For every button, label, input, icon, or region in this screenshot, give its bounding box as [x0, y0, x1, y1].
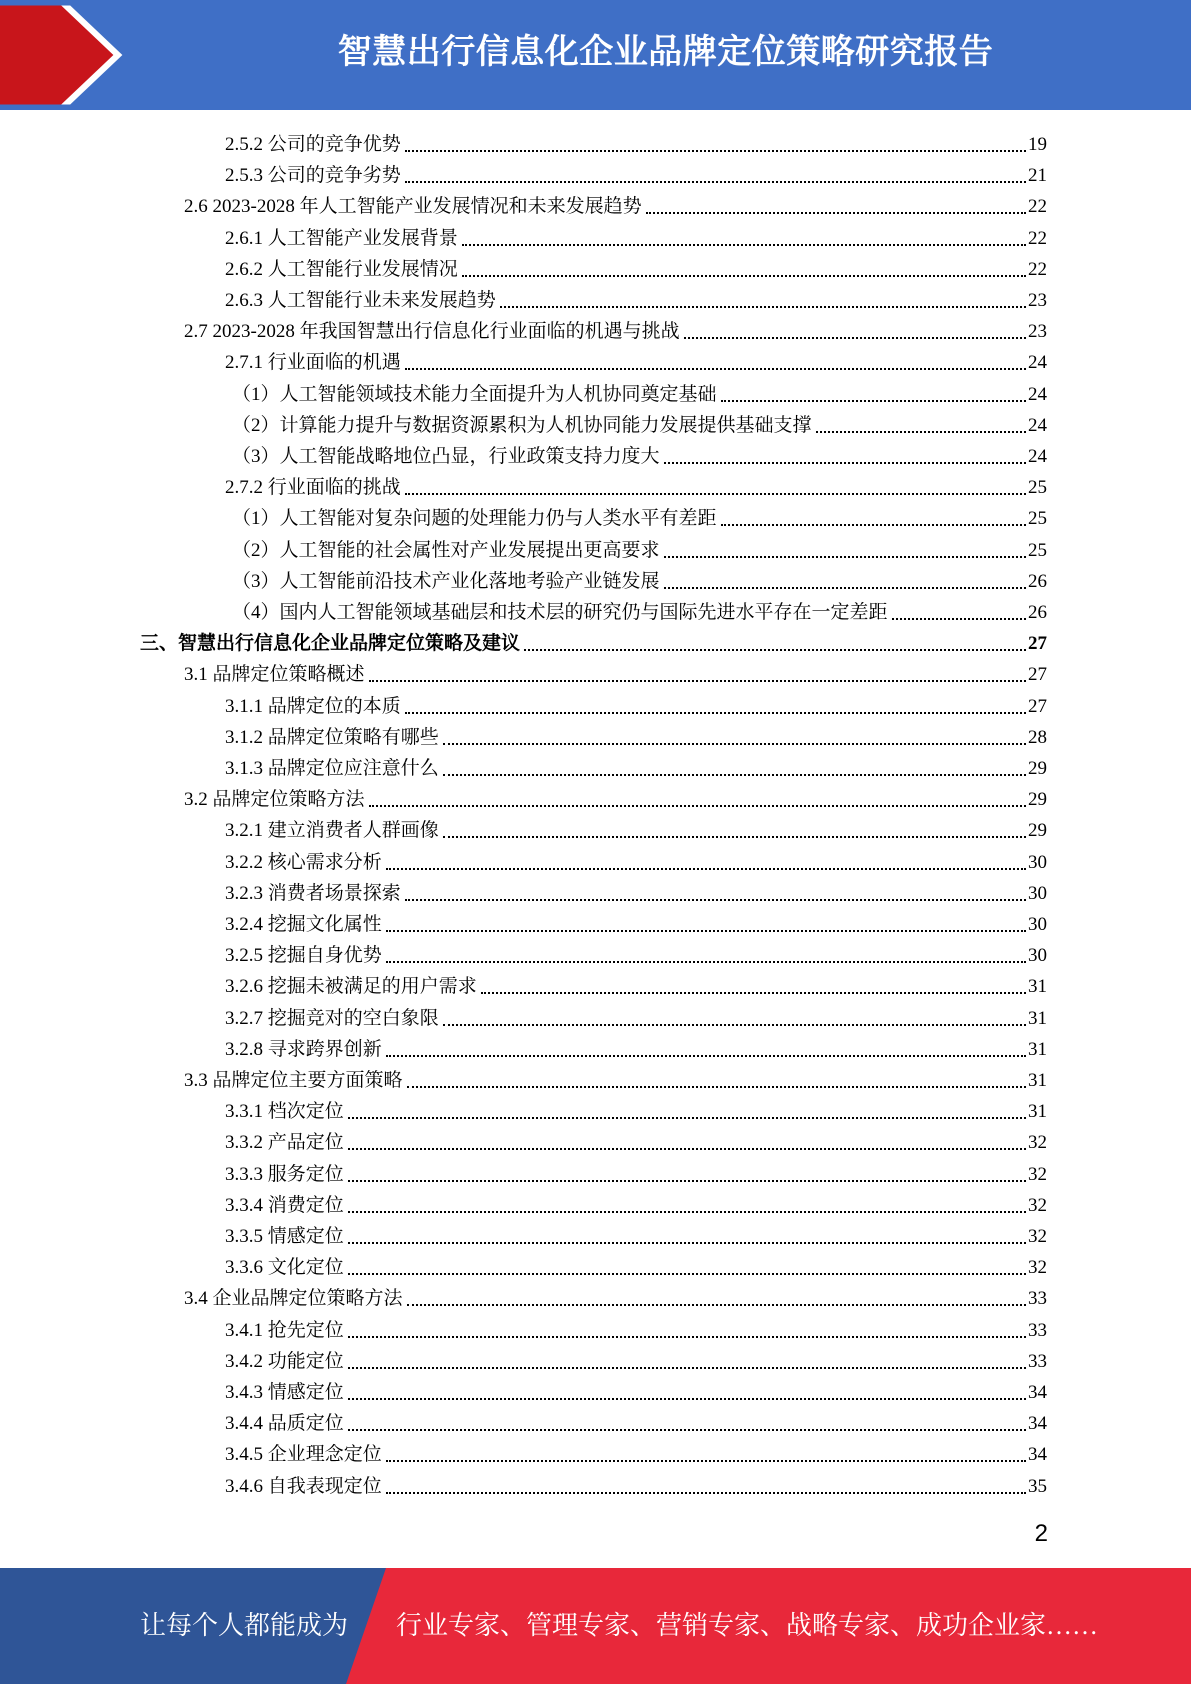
- toc-dot-leader: [443, 836, 1026, 838]
- toc-entry-page: 32: [1028, 1163, 1047, 1185]
- toc-entry-label: 2.6.3 人工智能行业未来发展趋势: [225, 290, 496, 311]
- toc-entry[interactable]: [225, 344, 1047, 375]
- toc-entry[interactable]: [184, 188, 1047, 219]
- toc-entry-page: 25: [1028, 539, 1047, 561]
- toc-entry[interactable]: [225, 968, 1047, 999]
- toc-dot-leader: [407, 1086, 1026, 1088]
- toc-entry-label: （4）国内人工智能领域基础层和技术层的研究仍与国际先进水平存在一定差距: [232, 602, 888, 623]
- toc-entry-label: 3.1.2 品牌定位策略有哪些: [225, 726, 439, 748]
- toc-entry-page: 23: [1028, 290, 1047, 311]
- toc-dot-leader: [664, 587, 1026, 589]
- toc-entry[interactable]: [225, 1093, 1047, 1124]
- toc-entry-page: 30: [1028, 914, 1047, 935]
- toc-entry-label: 3.3.2 产品定位: [225, 1132, 344, 1154]
- toc-entry-label: 2.7.2 行业面临的挑战: [225, 477, 401, 499]
- toc-entry-label: （3）人工智能战略地位凸显，行业政策支持力度大: [232, 446, 660, 467]
- toc-entry[interactable]: [225, 282, 1047, 313]
- toc-entry-page: 26: [1028, 602, 1047, 623]
- toc-entry-label: （1）人工智能对复杂问题的处理能力仍与人类水平有差距: [232, 508, 717, 530]
- toc-entry-page: 32: [1028, 1257, 1047, 1279]
- toc-dot-leader: [348, 1429, 1026, 1431]
- toc-entry-page: 32: [1028, 1226, 1047, 1247]
- toc-entry-label: 3.4.2 功能定位: [225, 1350, 344, 1372]
- toc-entry-label: 2.6.2 人工智能行业发展情况: [225, 258, 458, 280]
- toc-dot-leader: [348, 1211, 1026, 1213]
- toc-entry[interactable]: [225, 719, 1047, 750]
- toc-dot-leader: [386, 961, 1026, 963]
- toc-entry-page: 24: [1028, 352, 1047, 374]
- toc-entry[interactable]: [225, 157, 1047, 188]
- toc-entry-page: 22: [1028, 196, 1047, 218]
- toc-entry[interactable]: [232, 594, 1047, 625]
- toc-dot-leader: [348, 1398, 1026, 1400]
- toc-entry-label: 3.2.4 挖掘文化属性: [225, 914, 382, 935]
- toc-dot-leader: [405, 181, 1026, 183]
- toc-entry-page: 22: [1028, 227, 1047, 249]
- toc-entry-page: 28: [1028, 726, 1047, 748]
- toc-entry-page: 31: [1028, 1101, 1047, 1123]
- toc-entry[interactable]: [232, 376, 1047, 407]
- toc-entry-page: 33: [1028, 1350, 1047, 1372]
- toc-entry-label: 3.3.3 服务定位: [225, 1163, 344, 1185]
- toc-entry-label: 3.2.2 核心需求分析: [225, 851, 382, 873]
- toc-dot-leader: [386, 1055, 1026, 1057]
- toc-entry[interactable]: [225, 126, 1047, 157]
- toc-entry[interactable]: [232, 438, 1047, 469]
- toc-entry-page: 31: [1028, 1038, 1047, 1060]
- toc-entry-label: 3.2 品牌定位策略方法: [184, 789, 365, 811]
- toc-entry[interactable]: [225, 875, 1047, 906]
- toc-dot-leader: [500, 306, 1026, 308]
- toc-entry[interactable]: [225, 1312, 1047, 1343]
- toc-dot-leader: [462, 275, 1026, 277]
- toc-entry-label: 3.3 品牌定位主要方面策略: [184, 1070, 403, 1091]
- toc-entry-page: 33: [1028, 1288, 1047, 1310]
- toc-entry-page: 34: [1028, 1382, 1047, 1403]
- toc-entry-page: 30: [1028, 945, 1047, 967]
- toc-entry-page: 25: [1028, 477, 1047, 499]
- toc-entry-label: 3.2.1 建立消费者人群画像: [225, 820, 439, 842]
- toc-entry-label: 2.7 2023-2028 年我国智慧出行信息化行业面临的机遇与挑战: [184, 321, 680, 343]
- toc-entry[interactable]: [232, 500, 1047, 531]
- toc-entry[interactable]: [232, 532, 1047, 563]
- toc-entry[interactable]: [225, 251, 1047, 282]
- toc-entry[interactable]: [225, 906, 1047, 937]
- toc-entry-label: 3.2.7 挖掘竞对的空白象限: [225, 1007, 439, 1029]
- toc-dot-leader: [369, 805, 1026, 807]
- toc-entry-label: 3.4.3 情感定位: [225, 1382, 344, 1403]
- toc-dot-leader: [348, 1367, 1026, 1369]
- toc-entry-page: 22: [1028, 258, 1047, 280]
- toc-entry-label: 3.2.6 挖掘未被满足的用户需求: [225, 976, 477, 998]
- toc-entry-label: 3.4 企业品牌定位策略方法: [184, 1288, 403, 1310]
- report-title: 智慧出行信息化企业品牌定位策略研究报告: [337, 32, 994, 72]
- toc-dot-leader: [348, 1273, 1026, 1275]
- toc-dot-leader: [405, 368, 1026, 370]
- toc-entry-label: 3.4.4 品质定位: [225, 1413, 344, 1435]
- toc-entry[interactable]: [225, 750, 1047, 781]
- toc-entry-label: （1）人工智能领域技术能力全面提升为人机协同奠定基础: [232, 383, 717, 405]
- toc-dot-leader: [721, 400, 1026, 402]
- toc-entry[interactable]: [225, 1249, 1047, 1280]
- toc-entry-page: 33: [1028, 1319, 1047, 1341]
- toc-entry[interactable]: [225, 812, 1047, 843]
- toc-entry-page: 34: [1028, 1413, 1047, 1435]
- toc-dot-leader: [348, 1242, 1026, 1244]
- toc-dot-leader: [386, 1460, 1026, 1462]
- toc-entry[interactable]: [225, 1156, 1047, 1187]
- page-header: [0, 0, 1191, 110]
- toc-entry-page: 27: [1028, 633, 1047, 655]
- toc-dot-leader: [369, 680, 1026, 682]
- toc-entry[interactable]: [225, 469, 1047, 500]
- toc-entry-label: 2.7.1 行业面临的机遇: [225, 352, 401, 374]
- toc-entry-label: 3.2.3 消费者场景探索: [225, 882, 401, 904]
- toc-entry-page: 29: [1028, 789, 1047, 811]
- toc-entry-page: 35: [1028, 1475, 1047, 1497]
- toc-entry[interactable]: [225, 1405, 1047, 1436]
- toc-entry-label: （3）人工智能前沿技术产业化落地考验产业链发展: [232, 570, 660, 592]
- toc-entry[interactable]: [225, 937, 1047, 968]
- toc-entry-page: 26: [1028, 570, 1047, 592]
- toc-entry-page: 24: [1028, 383, 1047, 405]
- toc-entry[interactable]: [225, 1031, 1047, 1062]
- toc-entry[interactable]: [232, 563, 1047, 594]
- toc-entry-page: 23: [1028, 321, 1047, 343]
- toc-dot-leader: [462, 244, 1026, 246]
- toc-entry-page: 24: [1028, 414, 1047, 436]
- toc-entry[interactable]: [225, 1000, 1047, 1031]
- toc-dot-leader: [348, 1148, 1026, 1150]
- toc-dot-leader: [443, 743, 1026, 745]
- toc-entry-label: 2.5.2 公司的竞争优势: [225, 134, 401, 155]
- toc-entry[interactable]: [225, 1187, 1047, 1218]
- toc-entry-page: 27: [1028, 695, 1047, 717]
- toc-dot-leader: [405, 150, 1026, 152]
- toc-entry[interactable]: [225, 1218, 1047, 1249]
- toc-entry-label: 3.3.5 情感定位: [225, 1226, 344, 1247]
- toc-entry-page: 32: [1028, 1194, 1047, 1216]
- toc-dot-leader: [443, 1024, 1026, 1026]
- page-number: 2: [1034, 1520, 1048, 1547]
- toc-entry-label: 3.1 品牌定位策略概述: [184, 664, 365, 686]
- toc-entry-page: 31: [1028, 976, 1047, 998]
- toc-entry-page: 31: [1028, 1007, 1047, 1029]
- toc-entry-label: （2）人工智能的社会属性对产业发展提出更高要求: [232, 539, 660, 561]
- toc-entry-label: 3.3.6 文化定位: [225, 1257, 344, 1279]
- toc-entry-page: 27: [1028, 664, 1047, 686]
- toc-entry-label: 2.6.1 人工智能产业发展背景: [225, 227, 458, 249]
- toc-dot-leader: [443, 774, 1026, 776]
- toc-dot-leader: [892, 618, 1026, 620]
- toc-entry[interactable]: [225, 220, 1047, 251]
- toc-entry[interactable]: [140, 625, 1047, 656]
- header-chevron-decoration: [0, 0, 135, 110]
- toc-entry[interactable]: [225, 1374, 1047, 1405]
- toc-dot-leader: [721, 524, 1026, 526]
- toc-entry-label: 三、智慧出行信息化企业品牌定位策略及建议: [140, 633, 521, 655]
- toc-entry[interactable]: [225, 1343, 1047, 1374]
- toc-dot-leader: [407, 1304, 1026, 1306]
- toc-entry-label: 3.1.3 品牌定位应注意什么: [225, 758, 439, 779]
- toc-entry-page: 32: [1028, 1132, 1047, 1154]
- toc-entry-label: 2.5.3 公司的竞争劣势: [225, 165, 401, 187]
- footer-slogan-left: 让每个人都能成为: [140, 1611, 349, 1640]
- toc-entry-page: 24: [1028, 446, 1047, 467]
- toc-dot-leader: [405, 493, 1026, 495]
- toc-dot-leader: [816, 431, 1026, 433]
- toc-dot-leader: [386, 930, 1026, 932]
- toc-dot-leader: [405, 899, 1026, 901]
- toc-entry-page: 19: [1028, 134, 1047, 155]
- toc-entry-page: 30: [1028, 882, 1047, 904]
- toc-dot-leader: [664, 556, 1026, 558]
- toc-dot-leader: [684, 337, 1026, 339]
- toc-entry[interactable]: [184, 313, 1047, 344]
- toc-dot-leader: [664, 462, 1026, 464]
- toc-entry[interactable]: [225, 688, 1047, 719]
- toc-dot-leader: [524, 649, 1026, 651]
- toc-entry[interactable]: [184, 781, 1047, 812]
- toc-entry[interactable]: [184, 1280, 1047, 1311]
- toc-dot-leader: [646, 212, 1026, 214]
- toc-entry[interactable]: [225, 1468, 1047, 1499]
- toc-dot-leader: [386, 1492, 1026, 1494]
- toc-dot-leader: [348, 1117, 1026, 1119]
- toc-entry-label: 3.4.1 抢先定位: [225, 1319, 344, 1341]
- toc-entry-label: 3.4.5 企业理念定位: [225, 1444, 382, 1466]
- toc-entry[interactable]: [225, 1436, 1047, 1467]
- toc-entry[interactable]: [184, 656, 1047, 687]
- page-footer: [0, 1568, 1191, 1684]
- toc-entry-page: 25: [1028, 508, 1047, 530]
- toc-entry-page: 29: [1028, 820, 1047, 842]
- toc-entry-label: 3.1.1 品牌定位的本质: [225, 695, 401, 717]
- toc-entry-page: 21: [1028, 165, 1047, 187]
- toc-entry-page: 29: [1028, 758, 1047, 779]
- toc-entry-label: 3.4.6 自我表现定位: [225, 1475, 382, 1497]
- toc-entry-page: 34: [1028, 1444, 1047, 1466]
- footer-slogan-right: 行业专家、管理专家、营销专家、战略专家、成功企业家……: [396, 1611, 1099, 1640]
- toc-dot-leader: [386, 868, 1026, 870]
- toc-dot-leader: [348, 1180, 1026, 1182]
- toc-dot-leader: [405, 712, 1026, 714]
- toc-dot-leader: [348, 1336, 1026, 1338]
- toc-entry-label: （2）计算能力提升与数据资源累积为人机协同能力发展提供基础支撑: [232, 414, 812, 436]
- toc-entry[interactable]: [232, 407, 1047, 438]
- toc-entry-page: 31: [1028, 1070, 1047, 1091]
- toc-entry-label: 2.6 2023-2028 年人工智能产业发展情况和未来发展趋势: [184, 196, 642, 218]
- toc-entry[interactable]: [225, 844, 1047, 875]
- toc-entry-label: 3.3.1 档次定位: [225, 1101, 344, 1123]
- toc-entry[interactable]: [225, 1124, 1047, 1155]
- toc-dot-leader: [481, 992, 1026, 994]
- toc-entry-label: 3.3.4 消费定位: [225, 1194, 344, 1216]
- toc-entry-label: 3.2.8 寻求跨界创新: [225, 1038, 382, 1060]
- toc-entry-label: 3.2.5 挖掘自身优势: [225, 945, 382, 967]
- toc-entry[interactable]: [184, 1062, 1047, 1093]
- toc-entry-page: 30: [1028, 851, 1047, 873]
